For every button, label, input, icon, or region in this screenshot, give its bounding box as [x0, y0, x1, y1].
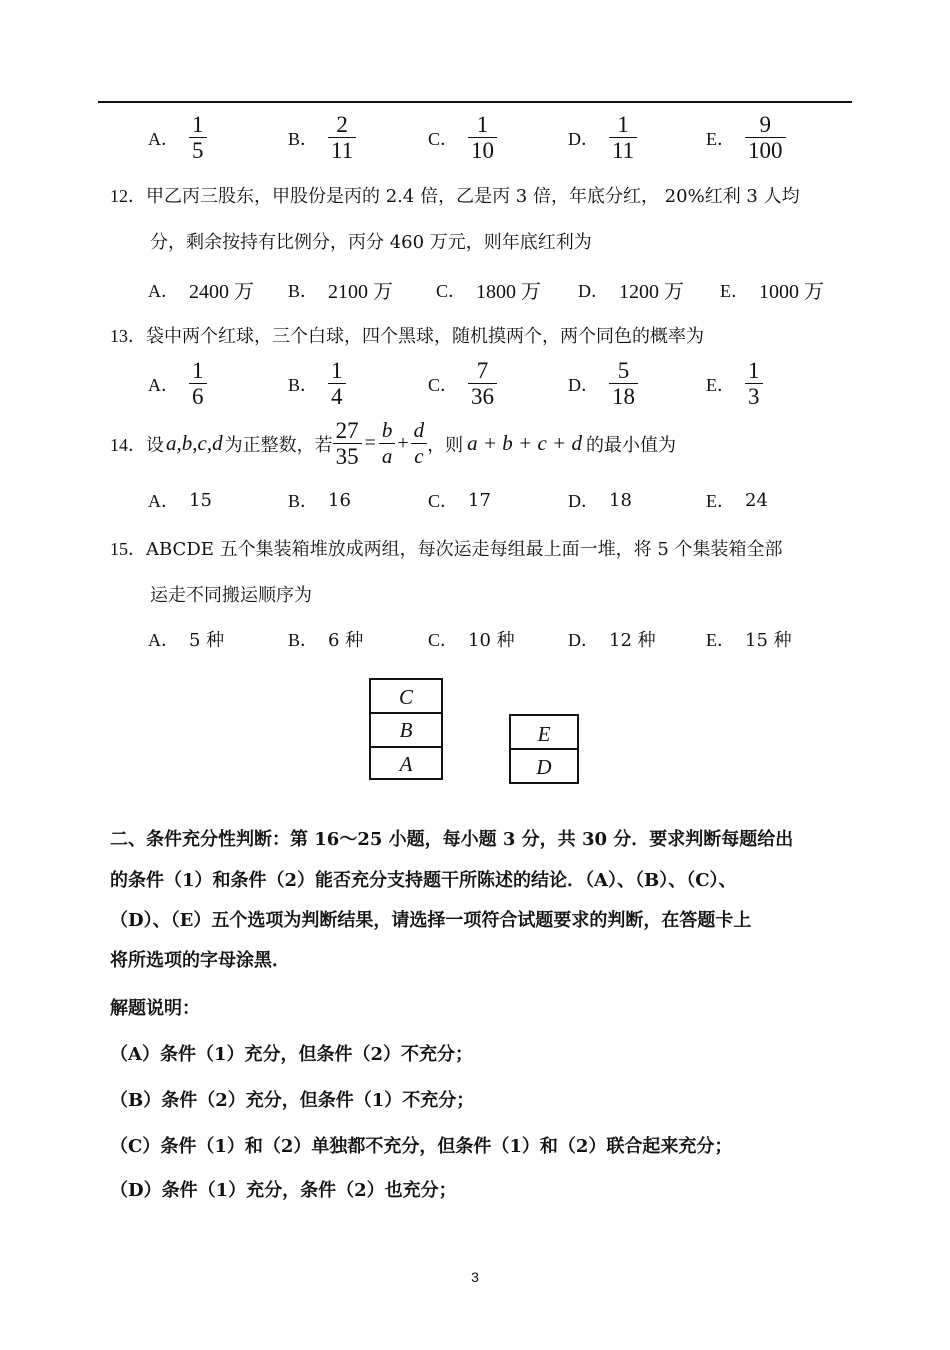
container-stack-right	[509, 714, 579, 784]
q13-option-a: A． $\frac{1}{6}$	[148, 358, 207, 409]
q12-option-d: D． 1200 万	[578, 280, 684, 303]
section2-line3: （D）、（E）五个选项为判断结果，请选择一项符合试题要求的判断，在答题卡上	[110, 910, 752, 931]
fraction: $\frac{1}{5}$	[189, 112, 207, 163]
q12-stem-line1: 12．甲乙丙三股东，甲股份是丙的 2.4 倍，乙是丙 3 倍，年底分红， 20%红利 3 人均	[110, 186, 800, 207]
q13-option-b: B． $\frac{1}{4}$	[288, 358, 346, 409]
fraction-27-35: $\frac{27}{35}$	[333, 418, 362, 469]
q15-stem-line2: 运走不同搬运顺序为	[150, 585, 312, 606]
q15-stem-line1: 15．ABCDE 五个集装箱堆放成两组，每次运走每组最上面一堆，将 5 个集装箱全部	[110, 539, 783, 560]
q13-option-e: E． $\frac{1}{3}$	[706, 358, 763, 409]
q14-option-e: E． 24	[706, 489, 768, 511]
q12-option-a: A． 2400 万	[148, 280, 254, 303]
sum-expression: a + b + c + d	[467, 431, 582, 455]
q14-option-d: D． 18	[568, 489, 632, 511]
fraction: $\frac{1}{4}$	[328, 358, 346, 409]
q15-option-d: D． 12 种	[568, 630, 656, 651]
q11-option-d: D． $\frac{1}{11}$	[568, 112, 637, 163]
q15-option-b: B． 6 种	[288, 630, 364, 651]
explain-title: 解题说明：	[110, 998, 200, 1019]
fraction: $\frac{1}{11}$	[609, 112, 637, 163]
section2-line4: 将所选项的字母涂黑．	[110, 950, 290, 971]
container-box: D	[511, 748, 577, 784]
q11-option-b: B． $\frac{2}{11}$	[288, 112, 356, 163]
q15-option-a: A． 5 种	[148, 630, 225, 651]
q12-option-b: B． 2100 万	[288, 280, 394, 303]
fraction: $\frac{1}{6}$	[189, 358, 207, 409]
q14-option-c: C． 17	[428, 489, 491, 511]
fraction: $\frac{2}{11}$	[328, 112, 356, 163]
container-stack-left	[369, 678, 443, 780]
q11-option-c: C． $\frac{1}{10}$	[428, 112, 497, 163]
question-number: 13．	[110, 326, 146, 346]
q13-option-c: C． $\frac{7}{36}$	[428, 358, 497, 409]
rule-c: （C）条件（1）和（2）单独都不充分，但条件（1）和（2）联合起来充分；	[110, 1136, 733, 1157]
rule-a: （A）条件（1）充分，但条件（2）不充分；	[110, 1044, 474, 1065]
rule-d: （D）条件（1）充分，条件（2）也充分；	[110, 1180, 457, 1201]
fraction: $\frac{5}{18}$	[609, 358, 638, 409]
q12-option-c: C． 1800 万	[436, 280, 542, 303]
header-rule	[98, 101, 852, 103]
q14-option-b: B． 16	[288, 489, 351, 511]
fraction: $\frac{7}{36}$	[468, 358, 497, 409]
fraction: $\frac{1}{10}$	[468, 112, 497, 163]
fraction: $\frac{9}{100}$	[745, 112, 786, 163]
q12-option-e: E． 1000 万	[720, 280, 824, 303]
q15-option-e: E． 15 种	[706, 630, 792, 651]
fraction: $\frac{1}{3}$	[745, 358, 763, 409]
q14-option-a: A． 15	[148, 489, 212, 511]
variables: a,b,c,d	[166, 431, 223, 455]
q12-stem-line2: 分，剩余按持有比例分，丙分 460 万元，则年底红利为	[150, 232, 592, 253]
container-box: E	[537, 722, 551, 746]
container-box: C	[398, 685, 413, 709]
rule-b: （B）条件（2）充分，但条件（1）不充分；	[110, 1090, 475, 1111]
q15-option-c: C． 10 种	[428, 630, 515, 651]
section2-line1: 二、条件充分性判断：第 16～25 小题，每小题 3 分，共 30 分．要求判断每题给出	[110, 829, 794, 850]
q13-stem: 13．袋中两个红球，三个白球，四个黑球，随机摸两个，两个同色的概率为	[110, 326, 704, 347]
q11-option-e: E． $\frac{9}{100}$	[706, 112, 786, 163]
q11-option-a: A． $\frac{1}{5}$	[148, 112, 207, 163]
q13-option-d: D． $\frac{5}{18}$	[568, 358, 638, 409]
q14-stem: 14． 设 a,b,c,d 为正整数，若 $\frac{27}{35}$ = $\frac{b}{a}$ + $\frac{d}{c}$ ，则 a + b + c + d 的最小值为	[110, 418, 676, 469]
page-number: 3	[471, 1269, 479, 1285]
fraction-b-a: $\frac{b}{a}$	[379, 418, 396, 469]
container-box: A	[371, 746, 441, 780]
question-number: 14．	[110, 434, 146, 455]
question-number: 12．	[110, 186, 146, 206]
fraction-d-c: $\frac{d}{c}$	[411, 418, 428, 469]
container-box: B	[371, 712, 441, 746]
section2-line2: 的条件（1）和条件（2）能否充分支持题干所陈述的结论．（A）、（B）、（C）、	[110, 870, 737, 891]
question-number: 15．	[110, 539, 146, 559]
